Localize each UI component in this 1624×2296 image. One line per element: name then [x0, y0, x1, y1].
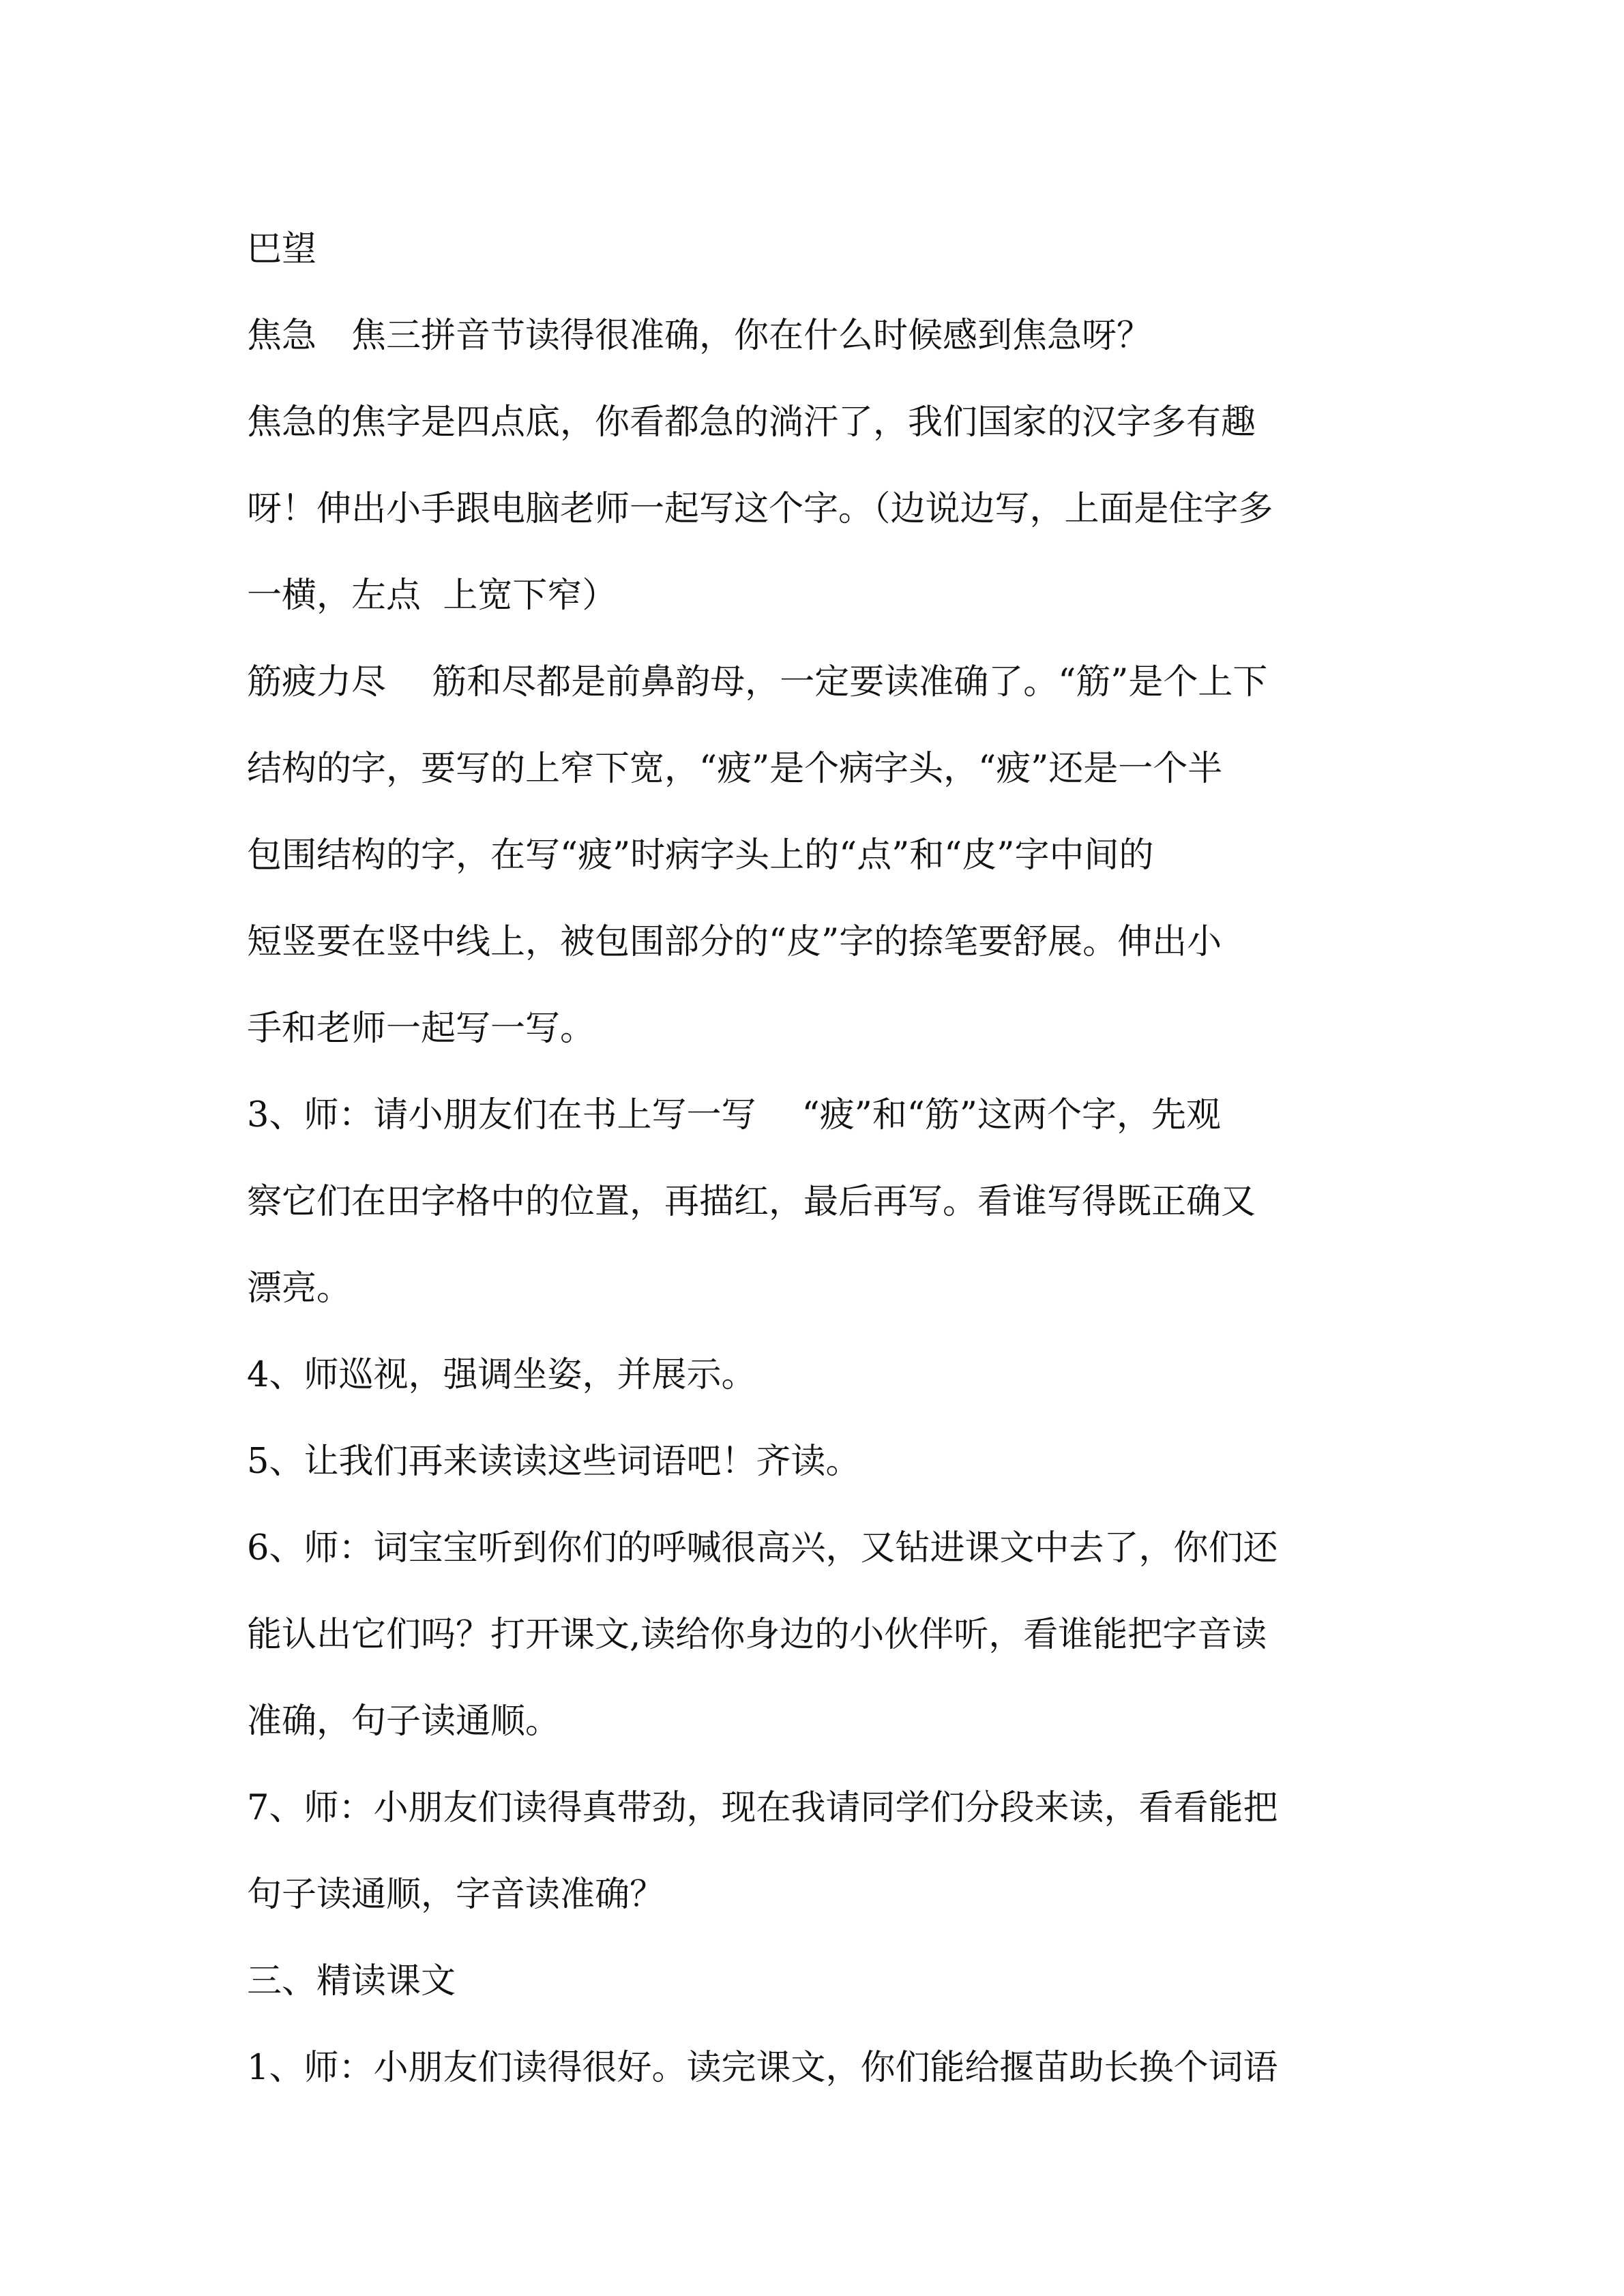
- text-line: 包围结构的字，在写“疲”时病字头上的“点”和“皮”字中间的: [247, 835, 1154, 876]
- text-line: 手和老师一起写一写。: [247, 1009, 595, 1049]
- text-line: 巴望: [247, 229, 317, 269]
- text-line: 4、师巡视，强调坐姿，并展示。: [247, 1355, 756, 1395]
- text-line: 短竖要在竖中线上，被包围部分的“皮”字的捺笔要舒展。伸出小: [247, 922, 1222, 962]
- text-line: 1、师：小朋友们读得很好。读完课文，你们能给揠苗助长换个词语: [247, 2048, 1278, 2088]
- text-line: 句子读通顺，字音读准确？: [247, 1875, 665, 1915]
- text-line: 筋疲力尽 筋和尽都是前鼻韵母，一定要读准确了。“筋”是个上下: [247, 662, 1268, 702]
- text-line: 结构的字，要写的上窄下宽，“疲”是个病字头，“疲”还是一个半: [247, 749, 1223, 789]
- text-line: 6、师：词宝宝听到你们的呼喊很高兴，又钻进课文中去了，你们还: [247, 1528, 1278, 1568]
- text-line: 漂亮。: [247, 1268, 352, 1309]
- text-line: 准确，句子读通顺。: [247, 1701, 561, 1742]
- text-line: 5、让我们再来读读这些词语吧！齐读。: [247, 1442, 861, 1482]
- text-line: 一横，左点 上宽下窄）: [247, 576, 617, 616]
- section-heading: 三、精读课文: [247, 1961, 456, 2001]
- text-line: 焦急 焦三拼音节读得很准确，你在什么时候感到焦急呀？: [247, 316, 1152, 356]
- document-body: [247, 206, 1393, 2111]
- text-line: 7、师：小朋友们读得真带劲，现在我请同学们分段来读，看看能把: [247, 1788, 1278, 1828]
- text-line: 焦急的焦字是四点底，你看都急的淌汗了，我们国家的汉字多有趣: [247, 402, 1256, 443]
- text-line: 3、师：请小朋友们在书上写一写 “疲”和“筋”这两个字，先观: [247, 1095, 1221, 1135]
- text-line: 呀！伸出小手跟电脑老师一起写这个字。（边说边写，上面是住字多: [247, 489, 1273, 529]
- text-line: 能认出它们吗？打开课文,读给你身边的小伙伴听，看谁能把字音读: [247, 1615, 1267, 1655]
- text-line: 察它们在田字格中的位置，再描红，最后再写。看谁写得既正确又: [247, 1182, 1256, 1222]
